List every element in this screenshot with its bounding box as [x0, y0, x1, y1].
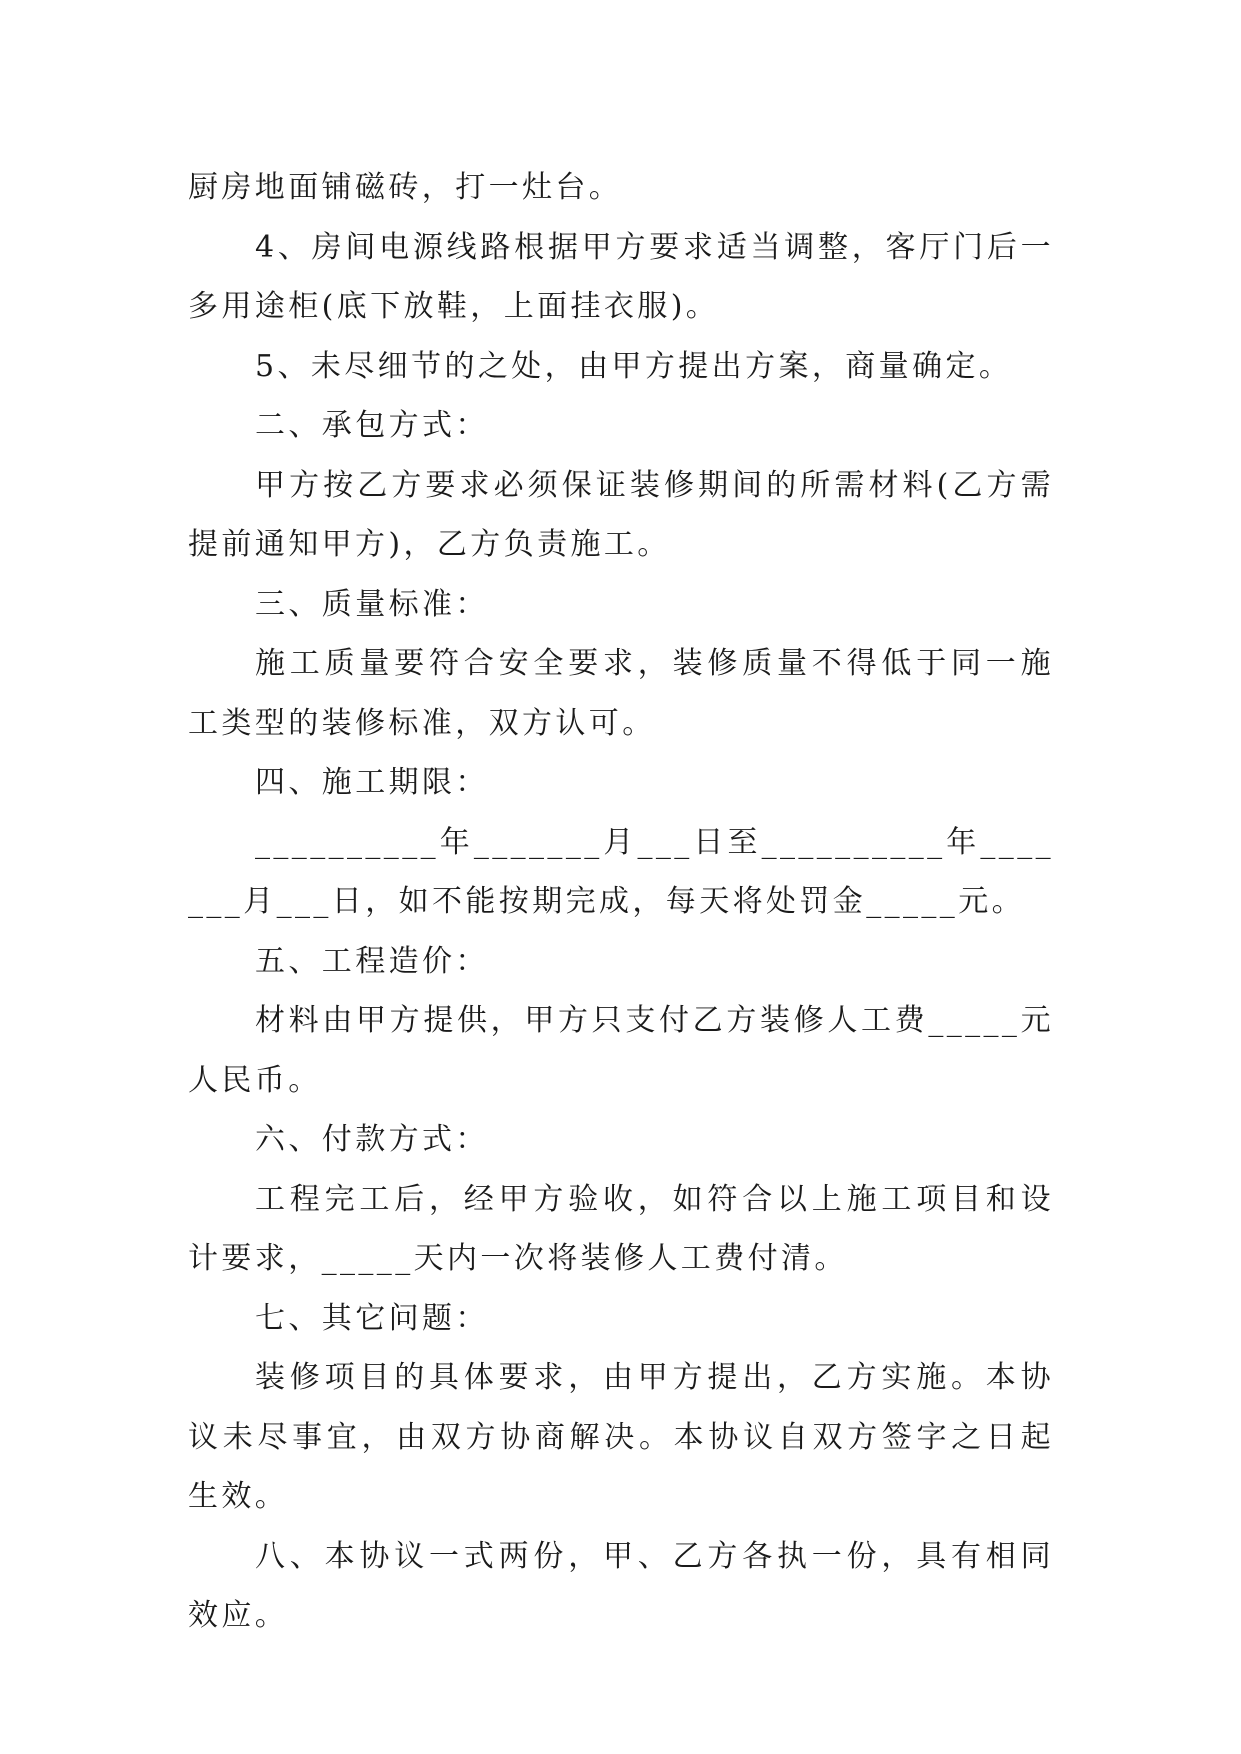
section-heading-payment-method: 六、付款方式： [255, 1122, 489, 1157]
section-heading-project-cost: 五、工程造价： [255, 943, 489, 979]
section-heading-construction-period: 四、施工期限： [255, 765, 489, 800]
section-heading-other-issues: 七、其它问题： [255, 1300, 489, 1336]
paragraph-project-cost: 材料由甲方提供，甲方只支付乙方装修人工费_____元人民币。 [188, 1003, 1054, 1098]
paragraph-copies-clause: 八、本协议一式两份，甲、乙方各执一份，具有相同效应。 [188, 1538, 1054, 1633]
paragraph-contract-method: 甲方按乙方要求必须保证装修期间的所需材料(乙方需提前通知甲方)，乙方负责施工。 [188, 467, 1054, 562]
paragraph-payment-method: 工程完工后，经甲方验收，如符合以上施工项目和设计要求，_____天内一次将装修人工费付清。 [188, 1181, 1054, 1276]
paragraph-kitchen-floor: 厨房地面铺磁砖，打一灶台。 [188, 170, 623, 205]
paragraph-construction-period: __________年_______月___日至__________年_______月___日，如不能按期完成，每天将处罚金_____元。 [188, 824, 1054, 919]
paragraph-quality-standard: 施工质量要符合安全要求，装修质量不得低于同一施工类型的装修标准，双方认可。 [188, 646, 1054, 741]
document-body [188, 158, 1054, 1646]
paragraph-item-4-power-lines: 4、房间电源线路根据甲方要求适当调整，客厅门后一多用途柜(底下放鞋，上面挂衣服)。 [188, 229, 1054, 324]
paragraph-item-5-details: 5、未尽细节的之处，由甲方提出方案，商量确定。 [255, 348, 1013, 384]
section-heading-quality-standard: 三、质量标准： [255, 586, 489, 622]
section-heading-contract-method: 二、承包方式： [255, 408, 489, 443]
paragraph-other-issues: 装修项目的具体要求，由甲方提出，乙方实施。本协议未尽事宜，由双方协商解决。本协议自双方签字之日起生效。 [188, 1360, 1054, 1514]
